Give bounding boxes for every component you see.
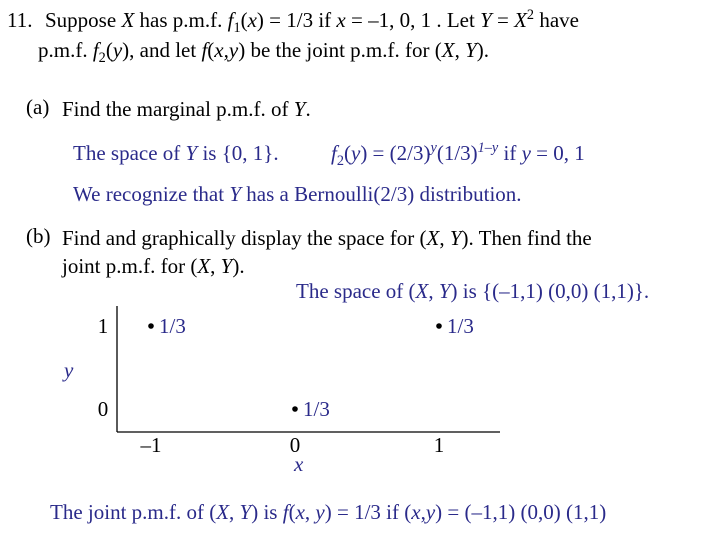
problem-number: 11.	[7, 8, 33, 32]
y-tick-label: 1	[97, 314, 109, 338]
space-point	[436, 323, 442, 329]
x-tick-label: –1	[140, 433, 162, 457]
point-probability-label: 1/3	[303, 397, 330, 421]
part-b-label: (b)	[26, 224, 51, 248]
part-a-space: The space of Y is {0, 1}.	[73, 141, 279, 165]
problem-statement-line1: Suppose X has p.m.f. $f_1(x) = 1/3$ if x = –1, 0, 1 . Let $Y = X^2$ have	[45, 7, 579, 37]
space-point	[292, 406, 298, 412]
part-b-space: The space of (X, Y) is {(–1,1) (0,0) (1,1)}.	[296, 279, 650, 303]
space-point	[148, 323, 154, 329]
x-tick-label: 0	[289, 433, 301, 457]
problem-statement-line2: p.m.f. $f_2(y)$, and let f(x,y) be the joint p.m.f. for (X, Y).	[38, 38, 489, 67]
part-b-question-line1: Find and graphically display the space for (X, Y). Then find the	[62, 226, 592, 250]
y-tick-label: 0	[97, 397, 109, 421]
x-tick-label: 1	[433, 433, 445, 457]
point-probability-label: 1/3	[447, 314, 474, 338]
point-probability-label: 1/3	[159, 314, 186, 338]
x-axis-label: x	[294, 452, 304, 476]
part-a-question: Find the marginal p.m.f. of Y.	[62, 97, 311, 121]
part-a-recognize: We recognize that Y has a Bernoulli(2/3) distribution.	[73, 182, 522, 206]
part-a-pmf: $f_2(y) = (2/3)^y(1/3)^{1-y}$ if y = 0, 1	[331, 140, 585, 170]
part-b-question-line2: joint p.m.f. for (X, Y).	[62, 254, 245, 278]
y-axis-label: y	[64, 358, 74, 382]
part-a-label: (a)	[26, 95, 50, 119]
part-b-joint-pmf: The joint p.m.f. of (X, Y) is f(x, y) = 1/3 if (x,y) = (–1,1) (0,0) (1,1)	[50, 500, 607, 524]
